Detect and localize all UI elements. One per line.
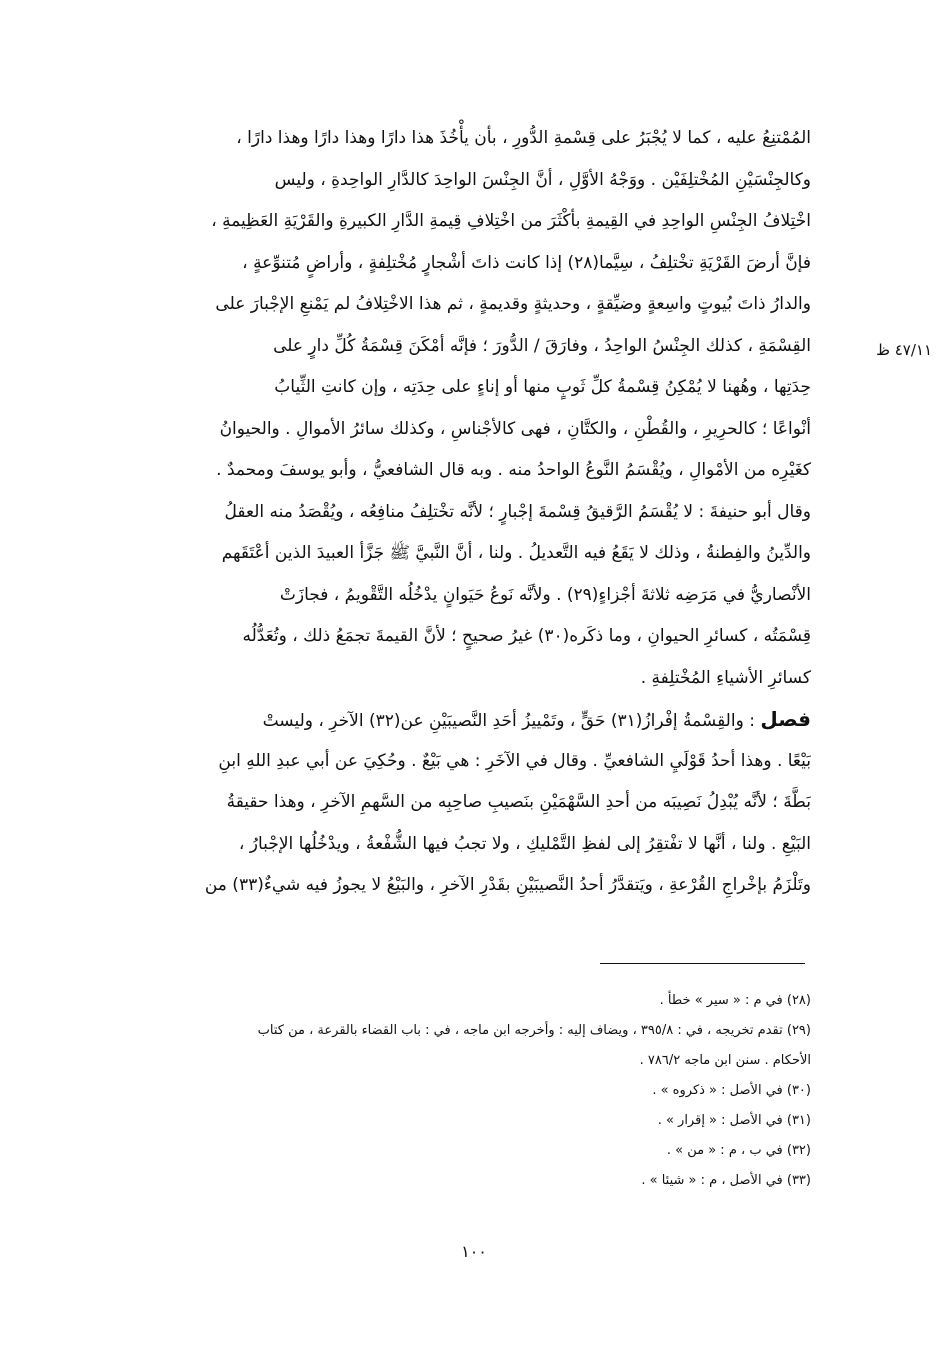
- text-line: اخْتِلافُ الجِنْسِ الواحِدِ في القِيمةِ بأكْثَرَ من اخْتِلافِ قِيمةِ الدَّارِ الكبيرةِ والقَرْيَةِ العَظِيمةِ ،: [211, 211, 811, 231]
- text-line: الأنْصاريُّ في مَرَضِه ثلاثةَ أجْزاءٍ(٢٩) . ولأنَّه نَوعُ حَيَوانٍ يدْخُلُه التَّقْويمُ ، فجازَتْ: [279, 584, 811, 605]
- text-line: كغَيْرِه من الأمْوالِ ، ويُقْسَمُ النَّوعُ الواحدُ منه . وبه قال الشافعيُّ ، وأبو يوسفَ ومحمدٌ .: [216, 460, 811, 480]
- text-line: أنْواعًا ؛ كالحرِيرِ ، والقُطْنِ ، والكتَّانِ ، فهى كالأجْناسِ ، وكذلك سائرُ الأموالِ . والحيوانُ: [219, 418, 811, 439]
- footnote: (٣٠) في الأصل : « ذكروه » .: [652, 1083, 811, 1098]
- footnote: (٢٨) في م : « سير » خطأ .: [659, 993, 811, 1008]
- text-line: والدِّينُ والفِطنةُ ، وذلك لا يَقَعُ فيه التَّعديلُ . ولنا ، أنَّ النَّبيَّ ﷺ جَزَّأ العبيدَ الذين أعْتَقَهم: [221, 543, 811, 563]
- section-first-line: [135, 699, 811, 741]
- text-line: وتَلْزَمُ بإخْراجِ القُرْعةِ ، ويَتقدَّرُ أحدُ النَّصيبَيْنِ بقَدْرِ الآخرِ ، والبَيْعُ لا يجوزُ فيه شيءٌ(٣٣) من: [204, 875, 811, 895]
- text-line: قِسْمَتُه ، كسائرِ الحيوانِ ، وما ذكَره(٣٠) غيرُ صحيحٍ ؛ لأنَّ القيمةَ تجمَعُ ذلك ، وتُعَدُّلُه: [242, 626, 811, 646]
- text-line: فإنَّ أرضَ القَرْيَةِ تخْتلِفُ ، سِيَّما(٢٨) إذا كانت ذاتَ أشْجارٍ مُخْتلِفةٍ ، وأراضٍ مُتنوِّعةٍ ،: [242, 252, 811, 273]
- text-line: حِدَتِها ، وهُهنا لا يُمْكِنُ قِسْمةُ كلِّ ثَوبٍ منها أو إناءٍ على حِدَتِه ، وإن كانتِ الثِّيابُ: [274, 377, 811, 397]
- footnote-divider: [600, 963, 805, 964]
- text-line: القِسْمَةِ ، كذلك الجِنْسُ الواحِدُ ، وفارَقَ / الدُّورَ ؛ فإنَّه أمْكَنَ قِسْمَةُ كُلِّ دارٍ على: [273, 335, 811, 356]
- footnote-continuation: الأحكام . سنن ابن ماجه ٧٨٦/٢ .: [639, 1053, 811, 1068]
- text-line: وكالجِنْسَيْنِ المُخْتلِفَيْن . ووَجْهُ الأوَّلِ ، أنَّ الجِنْسَ الواحِدَ كالدَّارِ الواحِدةِ ، وليس: [274, 169, 811, 190]
- text-line: وقال أبو حنيفةَ : لا يُقْسَمُ الرَّقيقُ قِسْمةَ إجْبارٍ ؛ لأنَّه تخْتلِفُ منافِعُه ، ويُقْصَدُ منه العقلُ: [224, 501, 811, 522]
- text-line: بَطَّةَ ؛ لأنَّه يُبْدِلُ نَصِيبَه من أحدِ السَّهْمَيْنِ بنَصيبِ صاحِبِه من السَّهمِ الآخرِ ، وهذا حقيقةُ: [226, 792, 811, 812]
- text-line: المُمْتنِعُ عليه ، كما لا يُجْبَرُ على قِسْمةِ الدُّورِ ، بأن يأْخُذَ هذا دارًا وهذا دارًا وهذا دارًا ،: [236, 128, 811, 148]
- section-label: فصل: [760, 707, 811, 731]
- section-line-text: : والقِسْمةُ إفْرازُ(٣١) حَقٍّ ، وتَمْييزُ أحَدِ النَّصيبَيْنِ عن(٣٢) الآخرِ ، وليستْ: [262, 711, 755, 731]
- text-line: بَيْعًا . وهذا أحدُ قَوْلَيِ الشافعيِّ . وقال في الآخَرِ : هي بَيْعٌ . وحُكِيَ عن أبي عبدِ اللهِ ابنِ: [218, 750, 811, 771]
- page-number: ١٠٠: [461, 1242, 487, 1261]
- text-line: والدارُ ذاتَ بُيوتٍ واسِعةٍ وضيِّقةٍ ، وحديثةٍ وقديمةٍ ، ثم هذا الاخْتِلافُ لم يَمْنعِ الإجْبارَ على: [215, 294, 811, 314]
- text-line: البَيْعِ . ولنا ، أنَّها لا تفْتقِرُ إلى لفظِ التَّمْليكِ ، ولا تجبُ فيها الشُّفْعةُ ، ويدْخُلُها الإجْبارُ ،: [238, 833, 811, 854]
- main-text: [135, 118, 811, 907]
- text-line: كسائرِ الأشياءِ المُخْتلِفةِ .: [640, 667, 811, 688]
- footnote: (٢٩) تقدم تخريجه ، في : ٣٩٥/٨ ، ويضاف إليه : وأخرجه ابن ماجه ، في : باب القضاء بالقرعة ، من كتاب: [257, 1023, 811, 1038]
- footnote: (٣٢) في ب ، م : « من » .: [666, 1143, 811, 1158]
- footnotes: [135, 986, 811, 1196]
- footnote: (٣٣) في الأصل ، م : « شيئا » .: [641, 1173, 811, 1188]
- manuscript-folio-note: ٤٧/١١ ظ: [876, 341, 932, 359]
- footnote: (٣١) في الأصل : « إقرار » .: [657, 1113, 811, 1128]
